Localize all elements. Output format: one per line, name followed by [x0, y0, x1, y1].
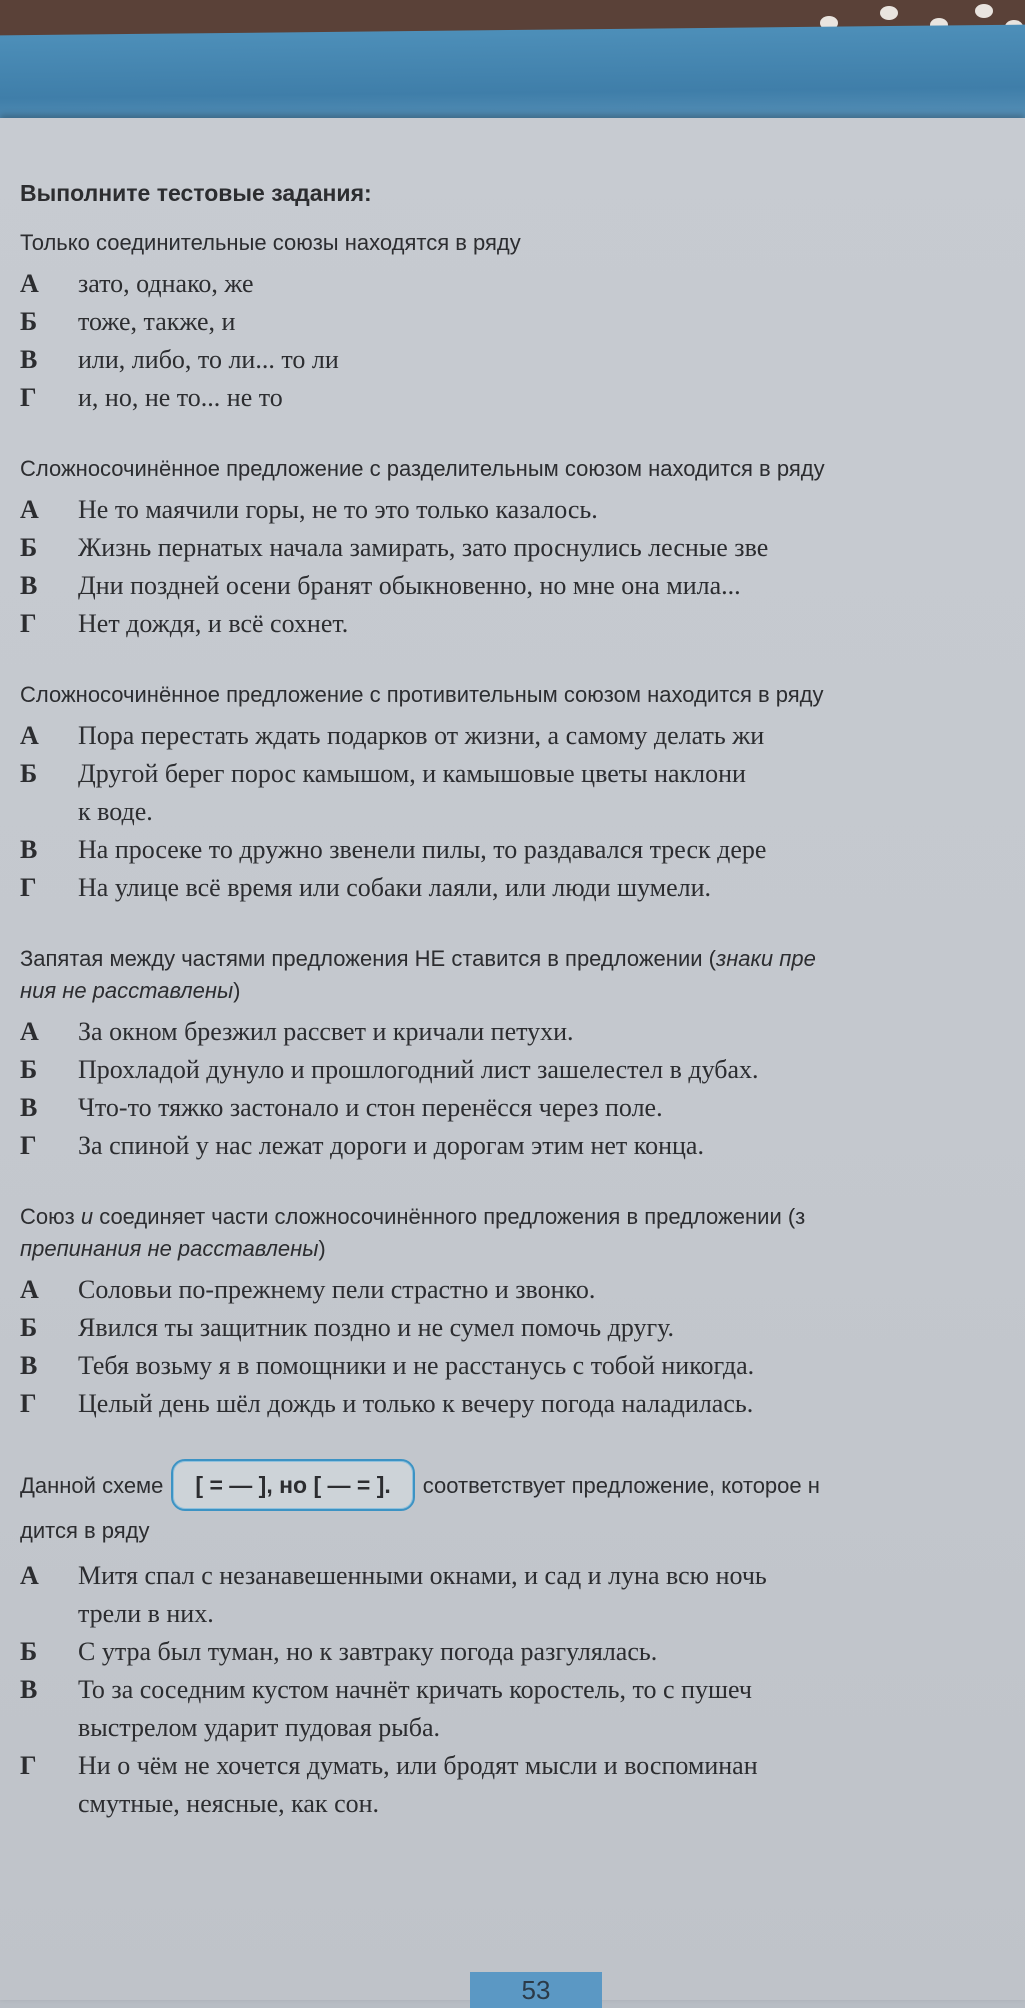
answer-option[interactable]	[20, 303, 1020, 341]
option-text: или, либо, то ли... то ли	[78, 345, 339, 374]
prompt-italic: знаки пре	[715, 946, 816, 971]
option-text: Тебя возьму я в помощники и не расстанусь с тобой никогда.	[78, 1351, 755, 1380]
option-text: С утра был туман, но к завтраку погода разгулялась.	[78, 1637, 658, 1666]
question-5	[20, 1201, 1020, 1423]
option-text-line2: смутные, неясные, как сон.	[78, 1789, 380, 1818]
option-text-line2: выстрелом ударит пудовая рыба.	[78, 1713, 441, 1742]
answer-option[interactable]	[20, 1089, 1020, 1127]
answer-option[interactable]	[20, 529, 1020, 567]
answer-option[interactable]	[20, 1557, 1020, 1633]
prompt-close: )	[318, 1236, 326, 1261]
option-text: Не то маячили горы, не то это только казалось.	[78, 495, 598, 524]
answer-option[interactable]	[20, 717, 1020, 755]
option-text: Что-то тяжко застонало и стон перенёсся через поле.	[78, 1093, 663, 1122]
question-1	[20, 227, 1020, 417]
prompt-text: Союз	[20, 1204, 81, 1229]
option-letter: Б	[20, 1055, 38, 1084]
option-text: Нет дождя, и всё сохнет.	[78, 609, 349, 638]
page-number: 53	[470, 1972, 602, 2008]
option-text-line1: То за соседним кустом начнёт кричать коростель, то с пушеч	[78, 1675, 752, 1704]
answer-option[interactable]	[20, 1013, 1020, 1051]
option-letter: Г	[20, 873, 37, 902]
option-letter: Б	[20, 759, 38, 788]
question-prompt	[20, 943, 1020, 1007]
question-prompt: Сложносочинённое предложение с разделительным союзом находится в ряду	[20, 456, 825, 481]
page-heading: Выполните тестовые задания:	[20, 180, 372, 206]
option-text: Соловьи по-прежнему пели страстно и звонко.	[78, 1275, 596, 1304]
prompt-rest: соответствует предложение, которое н	[422, 1473, 820, 1498]
option-letter: Б	[20, 307, 38, 336]
option-text: На просеке то дружно звенели пилы, то раздавался треск дере	[78, 835, 767, 864]
answer-option[interactable]	[20, 1633, 1020, 1671]
option-text: Прохладой дунуло и прошлогодний лист зашелестел в дубах.	[78, 1055, 759, 1084]
option-text: зато, однако, же	[78, 269, 254, 298]
question-2	[20, 453, 1020, 643]
prompt-italic-line2: препинания не расставлены	[20, 1236, 319, 1261]
answer-option[interactable]	[20, 869, 1020, 907]
option-letter: В	[20, 345, 38, 374]
option-letter: Б	[20, 533, 38, 562]
option-letter: В	[20, 1093, 38, 1122]
option-letter: Г	[20, 609, 37, 638]
option-letter: Б	[20, 1637, 38, 1666]
question-prompt: Только соединительные союзы находятся в ряду	[20, 230, 521, 255]
option-letter: В	[20, 835, 38, 864]
answer-option[interactable]	[20, 1309, 1020, 1347]
option-letter: В	[20, 1351, 38, 1380]
option-letter: Г	[20, 1131, 37, 1160]
prompt-line2: дится в ряду	[20, 1518, 150, 1543]
answer-option[interactable]	[20, 1127, 1020, 1165]
option-letter: Г	[20, 1751, 37, 1780]
prompt-text: Запятая между частями предложения НЕ ставится в предложении (	[20, 946, 716, 971]
option-letter: А	[20, 1561, 39, 1590]
option-text-line1: Другой берег порос камышом, и камышовые цветы наклони	[78, 759, 746, 788]
option-text: На улице всё время или собаки лаяли, или люди шумели.	[78, 873, 712, 902]
polka-dot	[880, 6, 898, 20]
answer-option[interactable]	[20, 605, 1020, 643]
prompt-text: Данной схеме	[20, 1473, 164, 1498]
prompt-rest: соединяет части сложносочинённого предложения в предложении (з	[93, 1204, 806, 1229]
answer-option[interactable]	[20, 1271, 1020, 1309]
prompt-italic-line2: ния не расставлены	[20, 978, 234, 1003]
answer-option[interactable]	[20, 1347, 1020, 1385]
option-letter: В	[20, 1675, 38, 1704]
option-letter: Г	[20, 383, 37, 412]
answer-option[interactable]	[20, 1747, 1020, 1823]
answer-option[interactable]	[20, 491, 1020, 529]
answer-option[interactable]	[20, 755, 1020, 831]
option-letter: Г	[20, 1389, 37, 1418]
option-text: Дни поздней осени бранят обыкновенно, но мне она мила...	[78, 571, 741, 600]
answer-option[interactable]	[20, 1051, 1020, 1089]
question-4	[20, 943, 1020, 1165]
option-text-line1: Митя спал с незанавешенными окнами, и сад и луна всю ночь	[78, 1561, 767, 1590]
option-text	[78, 1557, 767, 1633]
answer-option[interactable]	[20, 341, 1020, 379]
prompt-italic: и	[80, 1204, 94, 1229]
option-text: За спиной у нас лежат дороги и дорогам этим нет конца.	[78, 1131, 704, 1160]
sentence-scheme-box: [ = — ], но [ — = ].	[171, 1459, 414, 1511]
question-3	[20, 679, 1020, 907]
option-letter: А	[20, 269, 39, 298]
option-text	[78, 1747, 758, 1823]
option-letter: А	[20, 1275, 39, 1304]
page-content	[20, 180, 1020, 1950]
option-letter: А	[20, 1017, 39, 1046]
option-text	[78, 755, 746, 831]
option-letter: Б	[20, 1313, 38, 1342]
option-text: За окном брезжил рассвет и кричали петухи.	[78, 1017, 574, 1046]
answer-option[interactable]	[20, 379, 1020, 417]
option-text	[78, 1671, 752, 1747]
option-text: Жизнь пернатых начала замирать, зато проснулись лесные зве	[78, 533, 769, 562]
option-text-line2: трели в них.	[78, 1599, 214, 1628]
option-text: тоже, также, и	[78, 307, 236, 336]
option-text: Целый день шёл дождь и только к вечеру погода наладилась.	[78, 1389, 754, 1418]
polka-dot	[975, 4, 993, 18]
option-text-line2: к воде.	[78, 797, 153, 826]
question-prompt: Сложносочинённое предложение с противительным союзом находится в ряду	[20, 682, 824, 707]
answer-option[interactable]	[20, 567, 1020, 605]
option-text-line1: Ни о чём не хочется думать, или бродят мысли и воспоминан	[78, 1751, 758, 1780]
question-prompt	[20, 1201, 1020, 1265]
answer-option[interactable]	[20, 831, 1020, 869]
option-letter: В	[20, 571, 38, 600]
option-letter: А	[20, 721, 39, 750]
answer-option[interactable]	[20, 265, 1020, 303]
question-6	[20, 1459, 1020, 1823]
answer-option[interactable]	[20, 1671, 1020, 1747]
option-text: Явился ты защитник поздно и не сумел помочь другу.	[78, 1313, 675, 1342]
option-letter: А	[20, 495, 39, 524]
question-prompt	[20, 1459, 1020, 1551]
answer-option[interactable]	[20, 1385, 1020, 1423]
option-text: и, но, не то... не то	[78, 383, 283, 412]
prompt-close: )	[233, 978, 241, 1003]
option-text: Пора перестать ждать подарков от жизни, а самому делать жи	[78, 721, 765, 750]
